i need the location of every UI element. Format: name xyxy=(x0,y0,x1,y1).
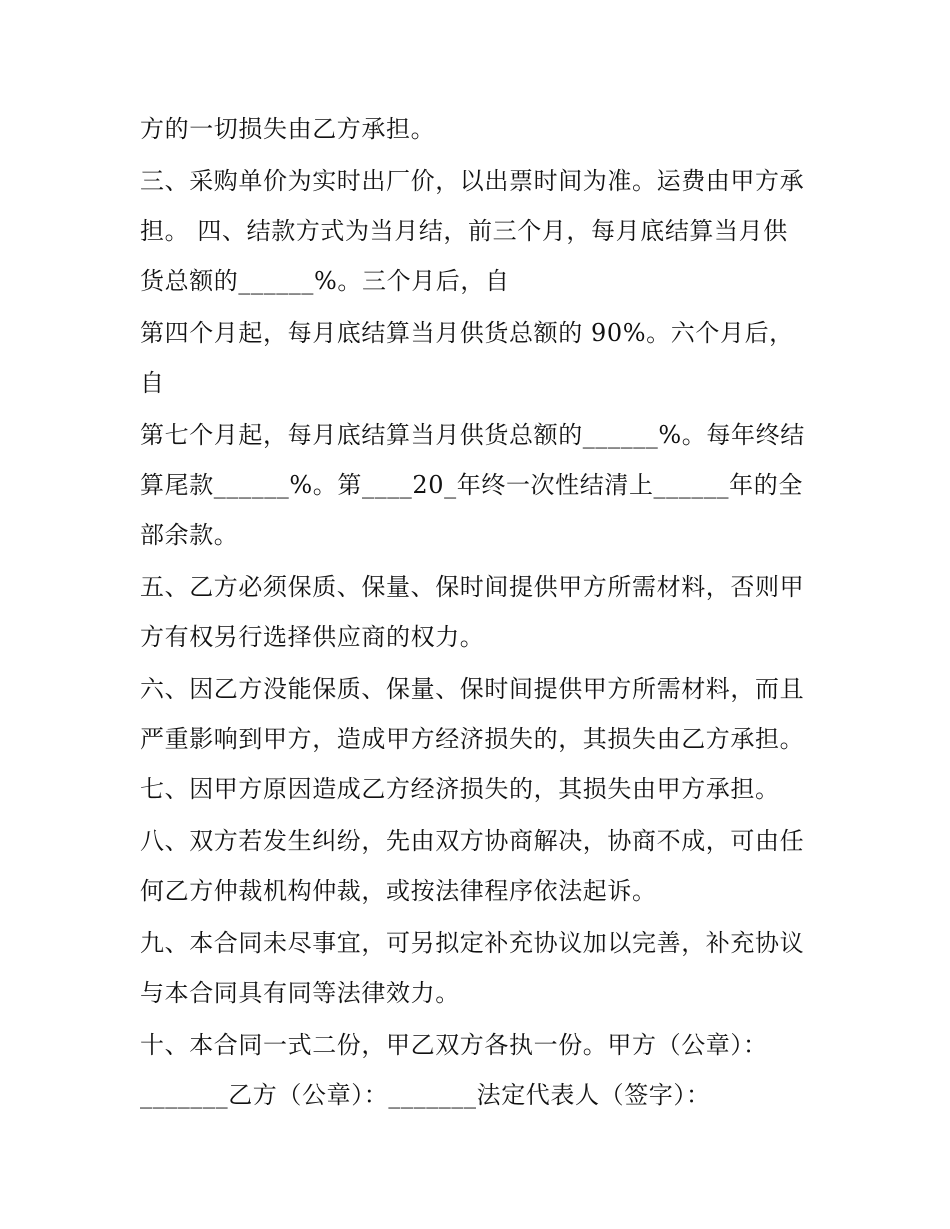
text-line: 与本合同具有同等法律效力。 xyxy=(140,979,460,1007)
text-line: 五、乙方必须保质、保量、保时间提供甲方所需材料，否则甲 xyxy=(140,573,805,601)
text-line: 七、因甲方原因造成乙方经济损失的，其损失由甲方承担。 xyxy=(140,775,780,803)
text-line: 九、本合同未尽事宜，可另拟定补充协议加以完善，补充协议 xyxy=(140,929,805,957)
text-line: 方的一切损失由乙方承担。 xyxy=(140,115,436,143)
text-line: 担。 四、结款方式为当月结，前三个月，每月底结算当月供 xyxy=(140,217,788,245)
text-line: 部余款。 xyxy=(140,521,239,549)
text-line: 第七个月起，每月底结算当月供货总额的______%。每年终结 xyxy=(140,421,805,449)
text-line: 八、双方若发生纠纷，先由双方协商解决，协商不成，可由任 xyxy=(140,827,805,855)
text-line: 货总额的______%。三个月后，自 xyxy=(140,267,510,295)
text-line: 方有权另行选择供应商的权力。 xyxy=(140,623,485,651)
text-line: 第四个月起，每月底结算当月供货总额的 90%。六个月后， xyxy=(140,319,794,347)
text-line: 自 xyxy=(140,369,165,397)
text-line: 何乙方仲裁机构仲裁，或按法律程序依法起诉。 xyxy=(140,877,657,905)
text-line: 算尾款______%。第____20_年终一次性结清上______年的全 xyxy=(140,471,803,499)
text-line: 三、采购单价为实时出厂价，以出票时间为准。运费由甲方承 xyxy=(140,167,805,195)
text-line: 严重影响到甲方，造成甲方经济损失的，其损失由乙方承担。 xyxy=(140,725,805,753)
text-line: 十、本合同一式二份，甲乙双方各执一份。甲方（公章）： xyxy=(140,1031,768,1059)
text-line: 六、因乙方没能保质、保量、保时间提供甲方所需材料，而且 xyxy=(140,675,805,703)
text-line: _______乙方（公章）：_______法定代表人（签字）： xyxy=(140,1081,711,1109)
